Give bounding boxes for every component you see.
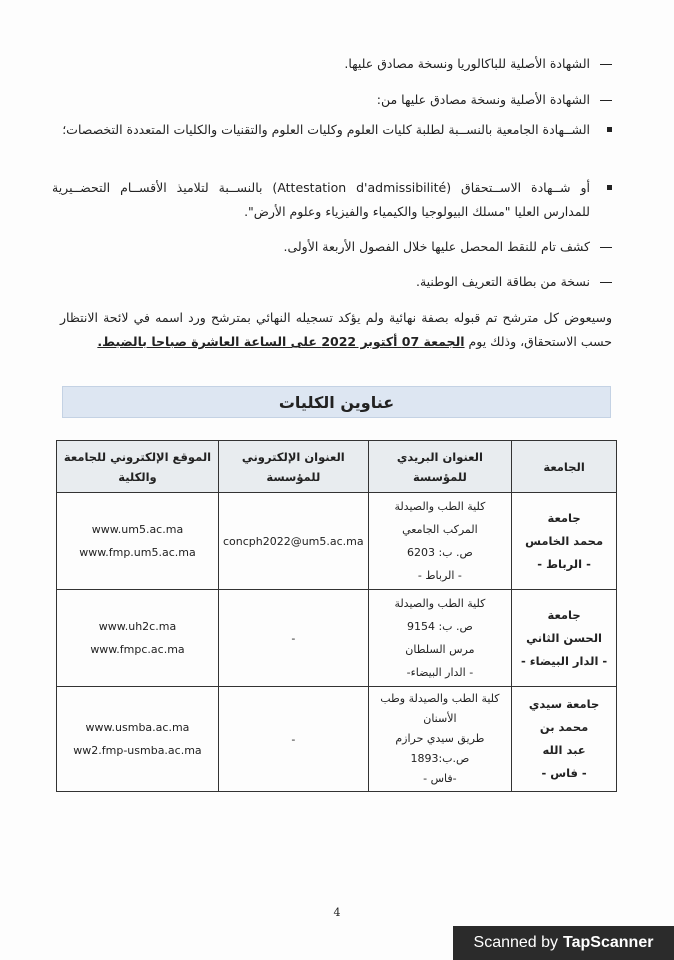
sub-item: الشــهادة الجامعية بالنســبة لطلبة كليات العلوم وكليات العلوم والتقنيات والكليات المتعددة التخصصات؛ <box>52 118 612 142</box>
table-row <box>57 590 617 687</box>
website-link[interactable]: www.usmba.ac.ma <box>85 721 190 734</box>
university-cell: جامعة الحسن الثاني - الدار البيضاء - <box>512 590 617 687</box>
website-link[interactable]: ww2.fmp-usmba.ac.ma <box>73 744 202 757</box>
table-row <box>57 687 617 792</box>
postal-address-cell: كلية الطب والصيدلة وطب الأسنان طريق سيدي حرازم ص.ب:1893 -فاس - <box>368 687 512 792</box>
postal-address-cell: كلية الطب والصيدلة المركب الجامعي ص. ب: 6203 - الرباط - <box>368 493 512 590</box>
header-website: الموقع الإلكتروني للجامعة والكلية <box>57 441 219 493</box>
website-cell <box>57 590 219 687</box>
dash-marker <box>600 282 612 283</box>
requirement-item: الشهادة الأصلية للباكالوريا ونسخة مصادق عليها. <box>344 55 612 73</box>
requirement-item: كشف تام للنقط المحصل عليها خلال الفصول الأربعة الأولى. <box>283 238 612 256</box>
notice-paragraph: وسيعوض كل مترشح تم قبوله بصفة نهائية ولم يؤكد تسجيله النهائي بمترشح ورد اسمه في لائحة الانتظار حسب الاستحقاق، وذلك يوم الجمعة 07 أكتوبر 2022 على الساعة العاشرة صباحا بالضبط. <box>60 310 612 349</box>
square-bullet-icon <box>607 185 612 190</box>
scanner-watermark: Scanned by TapScanner <box>453 926 674 960</box>
website-link[interactable]: www.fmp.um5.ac.ma <box>79 546 196 559</box>
website-cell <box>57 493 219 590</box>
dash-marker <box>600 247 612 248</box>
dash-marker <box>600 64 612 65</box>
email-cell: - <box>218 687 368 792</box>
university-cell: جامعة محمد الخامس - الرباط - <box>512 493 617 590</box>
website-link[interactable]: www.uh2c.ma <box>98 620 177 633</box>
header-university: الجامعة <box>512 441 617 493</box>
table-header-row <box>57 441 617 493</box>
website-link[interactable]: www.um5.ac.ma <box>91 523 184 536</box>
page-number: 4 <box>333 906 341 919</box>
faculties-table <box>56 440 617 792</box>
requirement-item: نسخة من بطاقة التعريف الوطنية. <box>416 273 612 291</box>
notice-date-emphasis: الجمعة 07 أكتوبر 2022 على الساعة العاشرة صباحا بالضبط. <box>97 334 465 349</box>
email-cell: - <box>218 590 368 687</box>
sub-item: أو شــهادة الاســتحقاق (Attestation d'admissibilité) بالنســبة لتلاميذ الأقســام التحضــيرية للمدارس العليا "مسلك البيولوجيا والكيمياء والفيزياء وعلوم الأرض". <box>52 176 612 224</box>
square-bullet-icon <box>607 127 612 132</box>
header-postal-address: العنوان البريدي للمؤسسة <box>368 441 512 493</box>
requirement-item: الشهادة الأصلية ونسخة مصادق عليها من: <box>377 91 612 109</box>
university-cell: جامعة سيدي محمد بن عبد الله - فاس - <box>512 687 617 792</box>
dash-marker <box>600 100 612 101</box>
email-link[interactable]: concph2022@um5.ac.ma <box>222 534 364 548</box>
section-title: عناوين الكليات <box>62 386 611 418</box>
header-email: العنوان الإلكتروني للمؤسسة <box>218 441 368 493</box>
website-link[interactable]: www.fmpc.ac.ma <box>90 643 185 656</box>
table-row <box>57 493 617 590</box>
website-cell <box>57 687 219 792</box>
email-cell <box>218 493 368 590</box>
postal-address-cell: كلية الطب والصيدلة ص. ب: 9154 مرس السلطان - الدار البيضاء- <box>368 590 512 687</box>
